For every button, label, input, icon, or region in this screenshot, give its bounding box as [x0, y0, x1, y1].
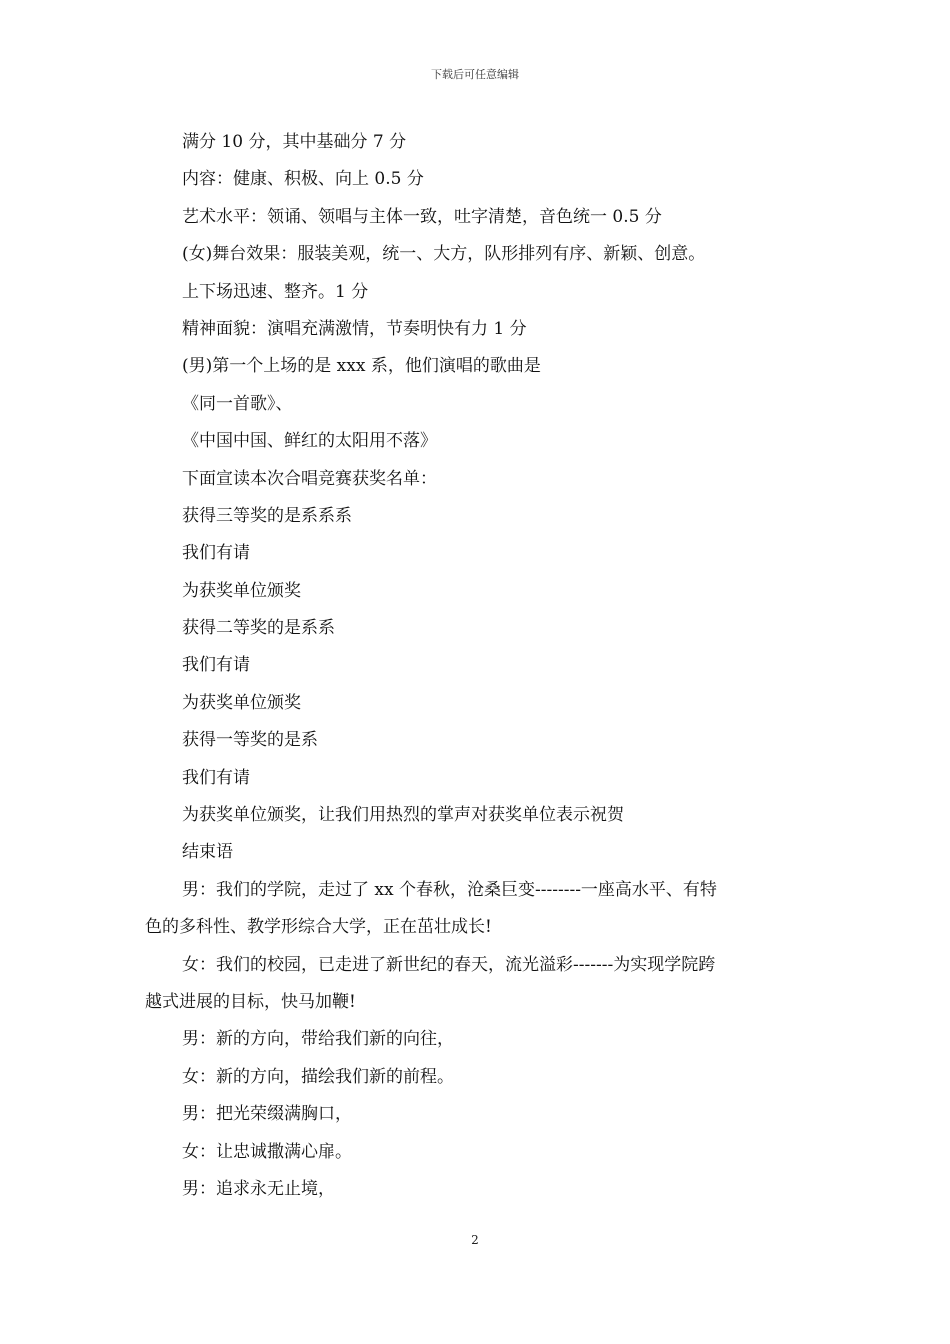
page-header: 下载后可任意编辑: [431, 68, 519, 81]
text-line-continuation: 色的多科性、教学形综合大学，正在茁壮成长!: [145, 917, 492, 938]
text-line: 男：我们的学院，走过了 xx 个春秋，沧桑巨变--------一座高水平、有特: [182, 879, 717, 900]
text-line-continuation: 越式进展的目标，快马加鞭!: [145, 991, 356, 1012]
text-line: 获得三等奖的是系系系: [182, 505, 352, 526]
text-line: 我们有请: [182, 543, 250, 564]
text-line: (女)舞台效果：服装美观，统一、大方，队形排列有序、新颖、创意。: [182, 244, 706, 265]
text-line: 女：新的方向，描绘我们新的前程。: [182, 1066, 454, 1087]
page-number: 2: [471, 1233, 479, 1247]
text-line: 上下场迅速、整齐。1 分: [182, 281, 369, 302]
text-line: 精神面貌：演唱充满激情，节奏明快有力 1 分: [182, 318, 527, 339]
text-line: 内容：健康、积极、向上 0.5 分: [182, 169, 424, 190]
document-body: [145, 124, 815, 1208]
text-line: 为获奖单位颁奖，让我们用热烈的掌声对获奖单位表示祝贺: [182, 805, 624, 826]
text-line: 下面宣读本次合唱竞赛获奖名单：: [182, 468, 437, 489]
text-line: 《中国中国、鲜红的太阳用不落》: [182, 431, 437, 452]
text-line: 艺术水平：领诵、领唱与主体一致，吐字清楚，音色统一 0.5 分: [182, 206, 662, 227]
text-line: (男)第一个上场的是 xxx 系，他们演唱的歌曲是: [182, 356, 541, 377]
text-line: 为获奖单位颁奖: [182, 692, 301, 713]
text-line: 获得一等奖的是系: [182, 730, 318, 751]
text-line: 女：让忠诚撒满心扉。: [182, 1141, 352, 1162]
text-line: 获得二等奖的是系系: [182, 618, 335, 639]
text-line: 男：追求永无止境，: [182, 1178, 335, 1199]
text-line: 男：把光荣缀满胸口，: [182, 1104, 352, 1125]
section-heading: 结束语: [182, 842, 233, 863]
text-line: 女：我们的校园，已走进了新世纪的春天，流光溢彩-------为实现学院跨: [182, 954, 716, 975]
text-line: 《同一首歌》、: [182, 393, 293, 414]
text-line: 我们有请: [182, 767, 250, 788]
text-line: 满分 10 分，其中基础分 7 分: [182, 132, 407, 152]
text-line: 我们有请: [182, 655, 250, 676]
text-line: 男：新的方向，带给我们新的向往，: [182, 1029, 454, 1050]
text-line: 为获奖单位颁奖: [182, 580, 301, 601]
